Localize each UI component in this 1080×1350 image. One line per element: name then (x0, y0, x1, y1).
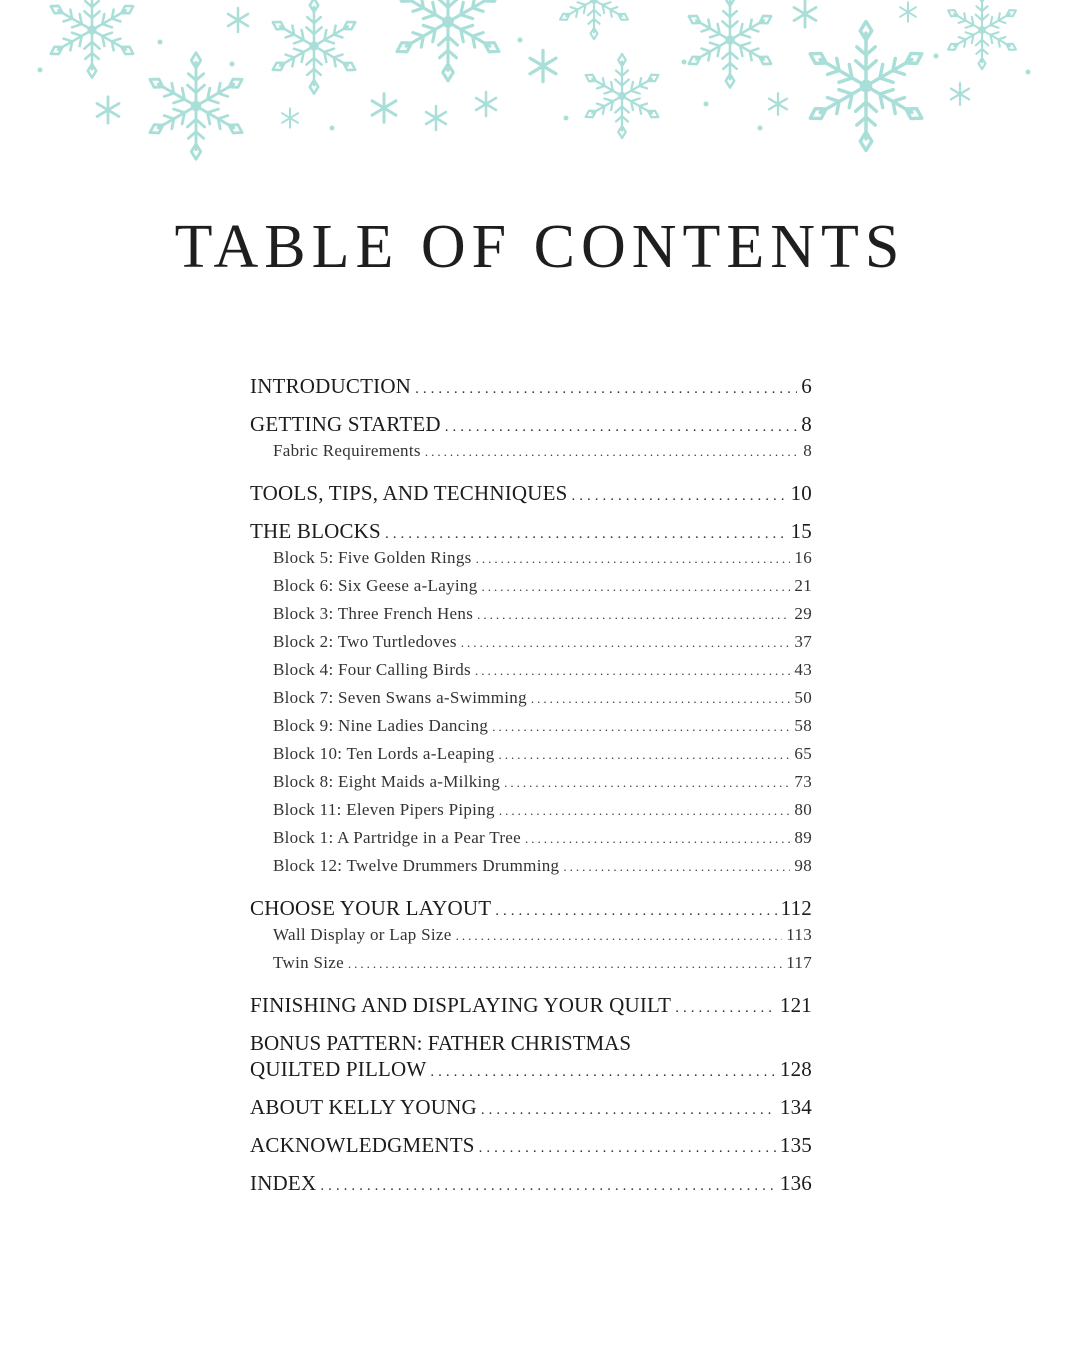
dot-leader (525, 831, 790, 847)
toc-entry-label: Block 9: Nine Ladies Dancing (273, 716, 489, 735)
toc-entry-bonus-line2 (250, 1057, 812, 1083)
toc-entry-label: Fabric Requirements (273, 441, 421, 460)
toc-entry-label: Block 1: A Partridge in a Pear Tree (273, 828, 522, 847)
toc-subentry-block[interactable] (250, 856, 812, 884)
toc-subentry-block[interactable] (250, 772, 812, 800)
toc-page-number: 10 (790, 481, 812, 505)
toc-entry-label: Block 8: Eight Maids a-Milking (273, 772, 501, 791)
toc-subentries (250, 925, 812, 981)
toc-page-number: 113 (786, 925, 812, 944)
toc-entry-label: THE BLOCKS (250, 519, 381, 543)
toc-page-number: 135 (779, 1133, 812, 1157)
toc-page-number: 134 (779, 1095, 812, 1119)
snowflake-decoration (0, 0, 1080, 170)
toc-page-number: 121 (779, 993, 812, 1017)
dot-leader (479, 1140, 776, 1157)
toc-subentries (250, 441, 812, 469)
toc-page-number: 6 (801, 374, 812, 398)
toc-subentry-fabric-requirements[interactable] (250, 441, 812, 469)
dot-leader (475, 663, 790, 679)
toc-entry-label: QUILTED PILLOW (250, 1057, 427, 1081)
toc-entry-label: Block 11: Eleven Pipers Piping (273, 800, 495, 819)
toc-subentry-block[interactable] (250, 828, 812, 856)
toc-page-number: 50 (794, 688, 812, 707)
toc-subentries (250, 548, 812, 884)
dot-leader (563, 859, 790, 875)
toc-entry-label: GETTING STARTED (250, 412, 441, 436)
toc-subentry-block[interactable] (250, 632, 812, 660)
dot-leader (445, 419, 798, 436)
toc-subentry-twin-size[interactable] (250, 953, 812, 981)
toc-page-number: 80 (794, 800, 812, 819)
toc-entry-acknowledgments[interactable] (250, 1133, 812, 1159)
toc-page-number: 58 (794, 716, 812, 735)
dot-leader (461, 635, 791, 651)
toc-entry-label: INTRODUCTION (250, 374, 412, 398)
dot-leader (477, 607, 790, 623)
toc-entry-label: Block 6: Six Geese a-Laying (273, 576, 478, 595)
toc-entry-label: Block 3: Three French Hens (273, 604, 474, 623)
toc-entry-label: BONUS PATTERN: FATHER CHRISTMAS (250, 1031, 631, 1055)
toc-entry-label: Wall Display or Lap Size (273, 925, 452, 944)
toc-page-number: 43 (794, 660, 812, 679)
toc-page-number: 15 (790, 519, 812, 543)
toc-subentry-block[interactable] (250, 548, 812, 576)
toc-page-number: 65 (794, 744, 812, 763)
toc-entry-label: ACKNOWLEDGMENTS (250, 1133, 475, 1157)
toc-subentry-block[interactable] (250, 660, 812, 688)
toc-entry-label: Block 4: Four Calling Birds (273, 660, 471, 679)
toc-subentry-block[interactable] (250, 744, 812, 772)
toc-entry-label: FINISHING AND DISPLAYING YOUR QUILT (250, 993, 672, 1017)
toc-page-number: 29 (794, 604, 812, 623)
toc-page-number: 21 (794, 576, 812, 595)
toc-entry-label: Block 2: Two Turtledoves (273, 632, 457, 651)
toc-page-number: 136 (779, 1171, 812, 1195)
toc-entry-tools-tips-techniques[interactable] (250, 481, 812, 507)
toc-page-number: 112 (780, 896, 812, 920)
page-title: TABLE OF CONTENTS (174, 213, 906, 281)
toc-entry-introduction[interactable] (250, 374, 812, 400)
dot-leader (492, 719, 790, 735)
table-of-contents (250, 374, 812, 1197)
toc-subentry-wall-display[interactable] (250, 925, 812, 953)
toc-entry-label: Block 7: Seven Swans a-Swimming (273, 688, 527, 707)
toc-entry-the-blocks[interactable] (250, 519, 812, 545)
dot-leader (456, 928, 783, 944)
toc-page-number: 37 (794, 632, 812, 651)
dot-leader (499, 747, 791, 763)
toc-page-number: 117 (786, 953, 812, 972)
dot-leader (430, 1064, 775, 1081)
dot-leader (572, 488, 787, 505)
toc-page-number: 128 (779, 1057, 812, 1081)
toc-subentry-block[interactable] (250, 688, 812, 716)
dot-leader (481, 1102, 776, 1119)
toc-entry-label: INDEX (250, 1171, 317, 1195)
dot-leader (499, 803, 791, 819)
dot-leader (348, 956, 782, 972)
toc-entry-getting-started[interactable] (250, 412, 812, 438)
toc-entry-label: CHOOSE YOUR LAYOUT (250, 896, 492, 920)
toc-entry-index[interactable] (250, 1171, 812, 1197)
toc-page-number: 16 (794, 548, 812, 567)
toc-subentry-block[interactable] (250, 716, 812, 744)
dot-leader (531, 691, 790, 707)
toc-page-number: 8 (801, 412, 812, 436)
toc-entry-label: TOOLS, TIPS, AND TECHNIQUES (250, 481, 568, 505)
dot-leader (482, 579, 791, 595)
toc-entry-bonus-pattern[interactable] (250, 1031, 812, 1083)
dot-leader (415, 381, 797, 398)
toc-entry-label: ABOUT KELLY YOUNG (250, 1095, 477, 1119)
toc-subentry-block[interactable] (250, 800, 812, 828)
dot-leader (476, 551, 791, 567)
dot-leader (495, 903, 776, 920)
toc-entry-label: Block 12: Twelve Drummers Drumming (273, 856, 560, 875)
toc-subentry-block[interactable] (250, 576, 812, 604)
toc-entry-label: Twin Size (273, 953, 344, 972)
dot-leader (425, 444, 799, 460)
toc-entry-finishing[interactable] (250, 993, 812, 1019)
dot-leader (385, 526, 787, 543)
toc-entry-label: Block 10: Ten Lords a-Leaping (273, 744, 495, 763)
toc-entry-choose-layout[interactable] (250, 896, 812, 922)
toc-entry-about-author[interactable] (250, 1095, 812, 1121)
dot-leader (504, 775, 790, 791)
dot-leader (675, 1000, 776, 1017)
dot-leader (320, 1178, 776, 1195)
toc-subentry-block[interactable] (250, 604, 812, 632)
toc-page-number: 73 (794, 772, 812, 791)
toc-page-number: 89 (794, 828, 812, 847)
toc-entry-label: Block 5: Five Golden Rings (273, 548, 472, 567)
toc-page-number: 98 (794, 856, 812, 875)
toc-page-number: 8 (803, 441, 812, 460)
